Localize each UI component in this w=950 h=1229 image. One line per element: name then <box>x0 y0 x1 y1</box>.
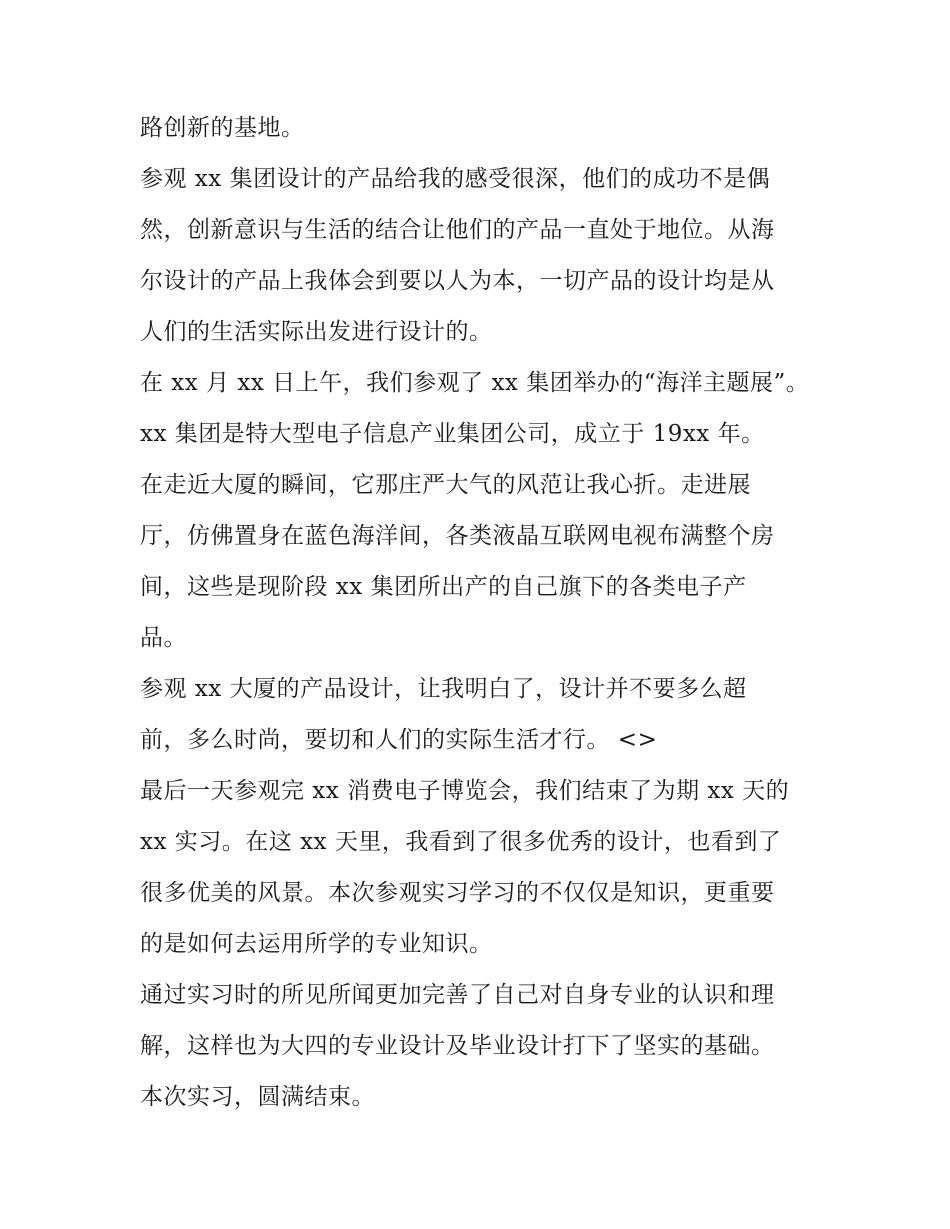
text-line: 在 xx 月 xx 日上午，我们参观了 xx 集团举办的“海洋主题展”。 <box>140 370 810 396</box>
text-line: 厅，仿佛置身在蓝色海洋间，各类液晶互联网电视布满整个房 <box>140 523 775 549</box>
text-line: 人们的生活实际出发进行设计的。 <box>140 319 493 345</box>
document-body <box>140 103 820 1123</box>
text-line: 参观 xx 大厦的产品设计，让我明白了，设计并不要多么超 <box>140 676 747 702</box>
text-line: 本次实习，圆满结束。 <box>140 1084 375 1110</box>
text-line: 路创新的基地。 <box>140 115 305 141</box>
text-line: 解，这样也为大四的专业设计及毕业设计打下了坚实的基础。 <box>140 1033 775 1059</box>
text-line: xx 实习。在这 xx 天里，我看到了很多优秀的设计，也看到了 <box>140 829 782 855</box>
text-line: 通过实习时的所见所闻更加完善了自己对自身专业的认识和理 <box>140 982 775 1008</box>
text-line: 参观 xx 集团设计的产品给我的感受很深，他们的成功不是偶 <box>140 166 771 192</box>
text-line: 品。 <box>140 625 187 651</box>
text-line: 很多优美的风景。本次参观实习学习的不仅仅是知识，更重要 <box>140 880 775 906</box>
text-line: xx 集团是特大型电子信息产业集团公司，成立于 19xx 年。 <box>140 421 765 447</box>
text-line: 间，这些是现阶段 xx 集团所出产的自己旗下的各类电子产 <box>140 574 747 600</box>
text-line: 的是如何去运用所学的专业知识。 <box>140 931 493 957</box>
text-line: 前，多么时尚，要切和人们的实际生活才行。 <> <box>140 727 658 753</box>
text-line: 尔设计的产品上我体会到要以人为本，一切产品的设计均是从 <box>140 268 775 294</box>
text-line: 然，创新意识与生活的结合让他们的产品一直处于地位。从海 <box>140 217 775 243</box>
text-line: 最后一天参观完 xx 消费电子博览会，我们结束了为期 xx 天的 <box>140 778 790 804</box>
text-line: 在走近大厦的瞬间，它那庄严大气的风范让我心折。走进展 <box>140 472 751 498</box>
